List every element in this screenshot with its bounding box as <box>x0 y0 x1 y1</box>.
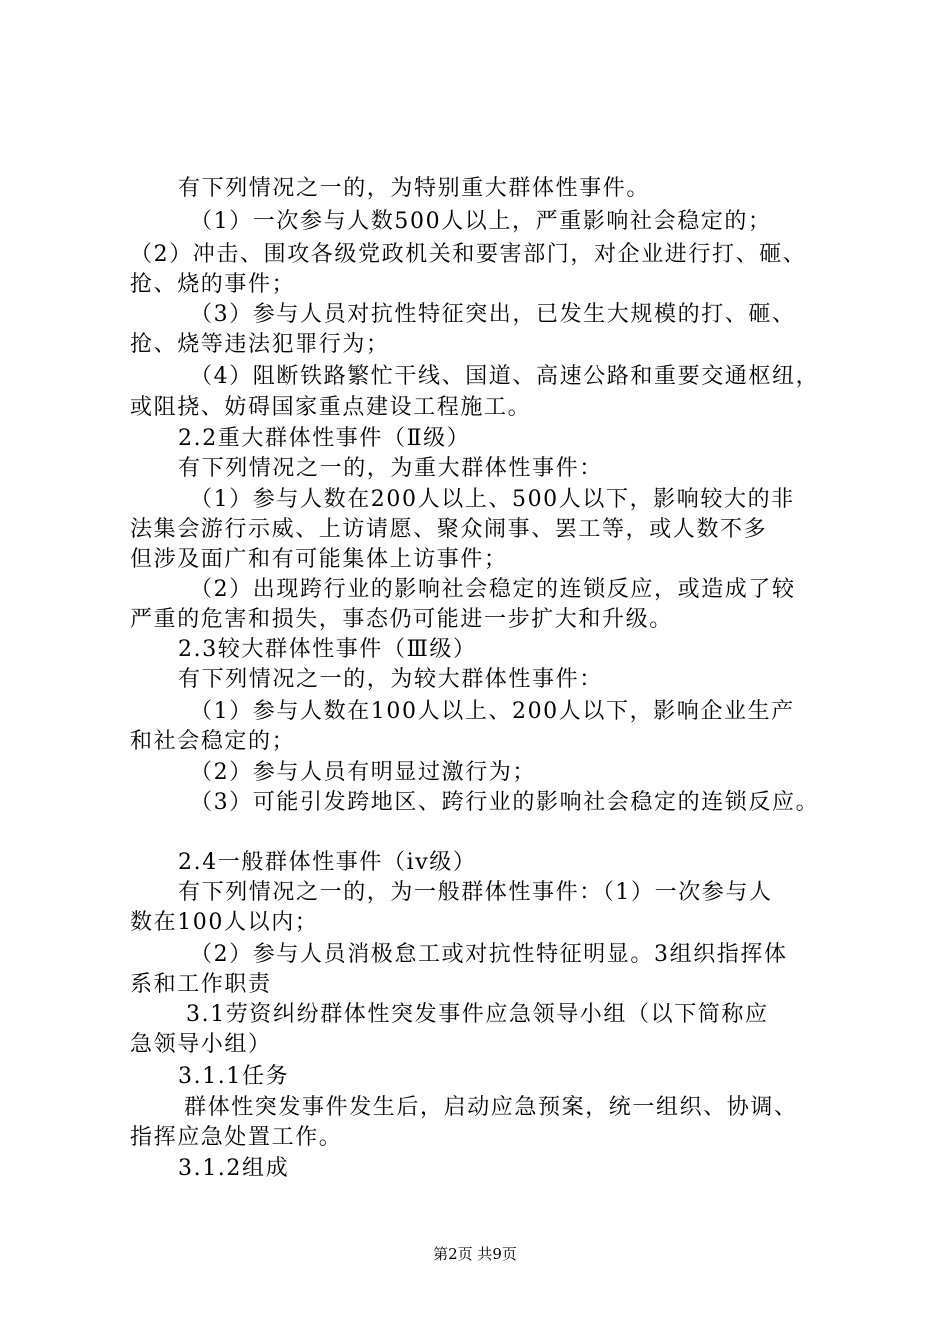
text-line: 指挥应急处置工作。 <box>130 1125 343 1150</box>
text-line: 系和工作职责 <box>130 972 272 997</box>
text-line: （4）阻断铁路繁忙干线、国道、高速公路和重要交通枢纽， <box>190 364 820 389</box>
text-line: 急领导小组） <box>130 1032 272 1057</box>
text-line: （1）参与人数在100人以上、200人以下，影响企业生产 <box>190 699 795 724</box>
text-line: 抢、烧的事件； <box>130 272 296 297</box>
text-line: （2）冲击、围攻各级党政机关和要害部门，对企业进行打、砸、 <box>130 242 807 267</box>
text-line: 有下列情况之一的，为特别重大群体性事件。 <box>178 176 651 201</box>
section-heading: 2.3较大群体性事件（Ⅲ级） <box>178 637 477 662</box>
text-line: 但涉及面广和有可能集体上访事件； <box>130 547 508 572</box>
page-footer: 第2页 共9页 <box>433 1245 517 1263</box>
text-line: 有下列情况之一的，为一般群体性事件：（1）一次参与人 <box>178 880 773 905</box>
text-line: （1）一次参与人数500人以上，严重影响社会稳定的； <box>190 209 772 234</box>
text-line: 和社会稳定的； <box>130 729 296 754</box>
text-line: 严重的危害和损失，事态仍可能进一步扩大和升级。 <box>130 607 673 632</box>
text-line: 有下列情况之一的，为较大群体性事件： <box>178 667 603 692</box>
text-line: （2）参与人员有明显过激行为； <box>190 760 536 785</box>
text-line: 群体性突发事件发生后，启动应急预案，统一组织、协调、 <box>184 1095 798 1120</box>
text-line: 数在100人以内； <box>130 910 319 935</box>
text-line: （1）参与人数在200人以上、500人以下，影响较大的非 <box>190 487 795 512</box>
text-line: 抢、烧等违法犯罪行为； <box>130 332 390 357</box>
text-line: （2）参与人员消极怠工或对抗性特征明显。3组织指挥体 <box>190 942 788 967</box>
section-heading: 3.1.2组成 <box>178 1156 290 1181</box>
text-line: （3）可能引发跨地区、跨行业的影响社会稳定的连锁反应。 <box>190 790 820 815</box>
text-line: 或阻挠、妨碍国家重点建设工程施工。 <box>130 395 532 420</box>
text-line: 法集会游行示威、上访请愿、聚众闹事、罢工等，或人数不多 <box>130 517 768 542</box>
text-line: （2）出现跨行业的影响社会稳定的连锁反应，或造成了较 <box>190 577 796 602</box>
text-line: 有下列情况之一的，为重大群体性事件： <box>178 456 603 481</box>
section-heading: 2.4一般群体性事件（iv级） <box>178 850 477 875</box>
section-heading: 2.2重大群体性事件（Ⅱ级） <box>178 426 471 451</box>
text-line: （3）参与人员对抗性特征突出，已发生大规模的打、砸、 <box>190 302 796 327</box>
section-heading: 3.1劳资纠纷群体性突发事件应急领导小组（以下简称应 <box>186 1002 769 1027</box>
section-heading: 3.1.1任务 <box>178 1064 290 1089</box>
